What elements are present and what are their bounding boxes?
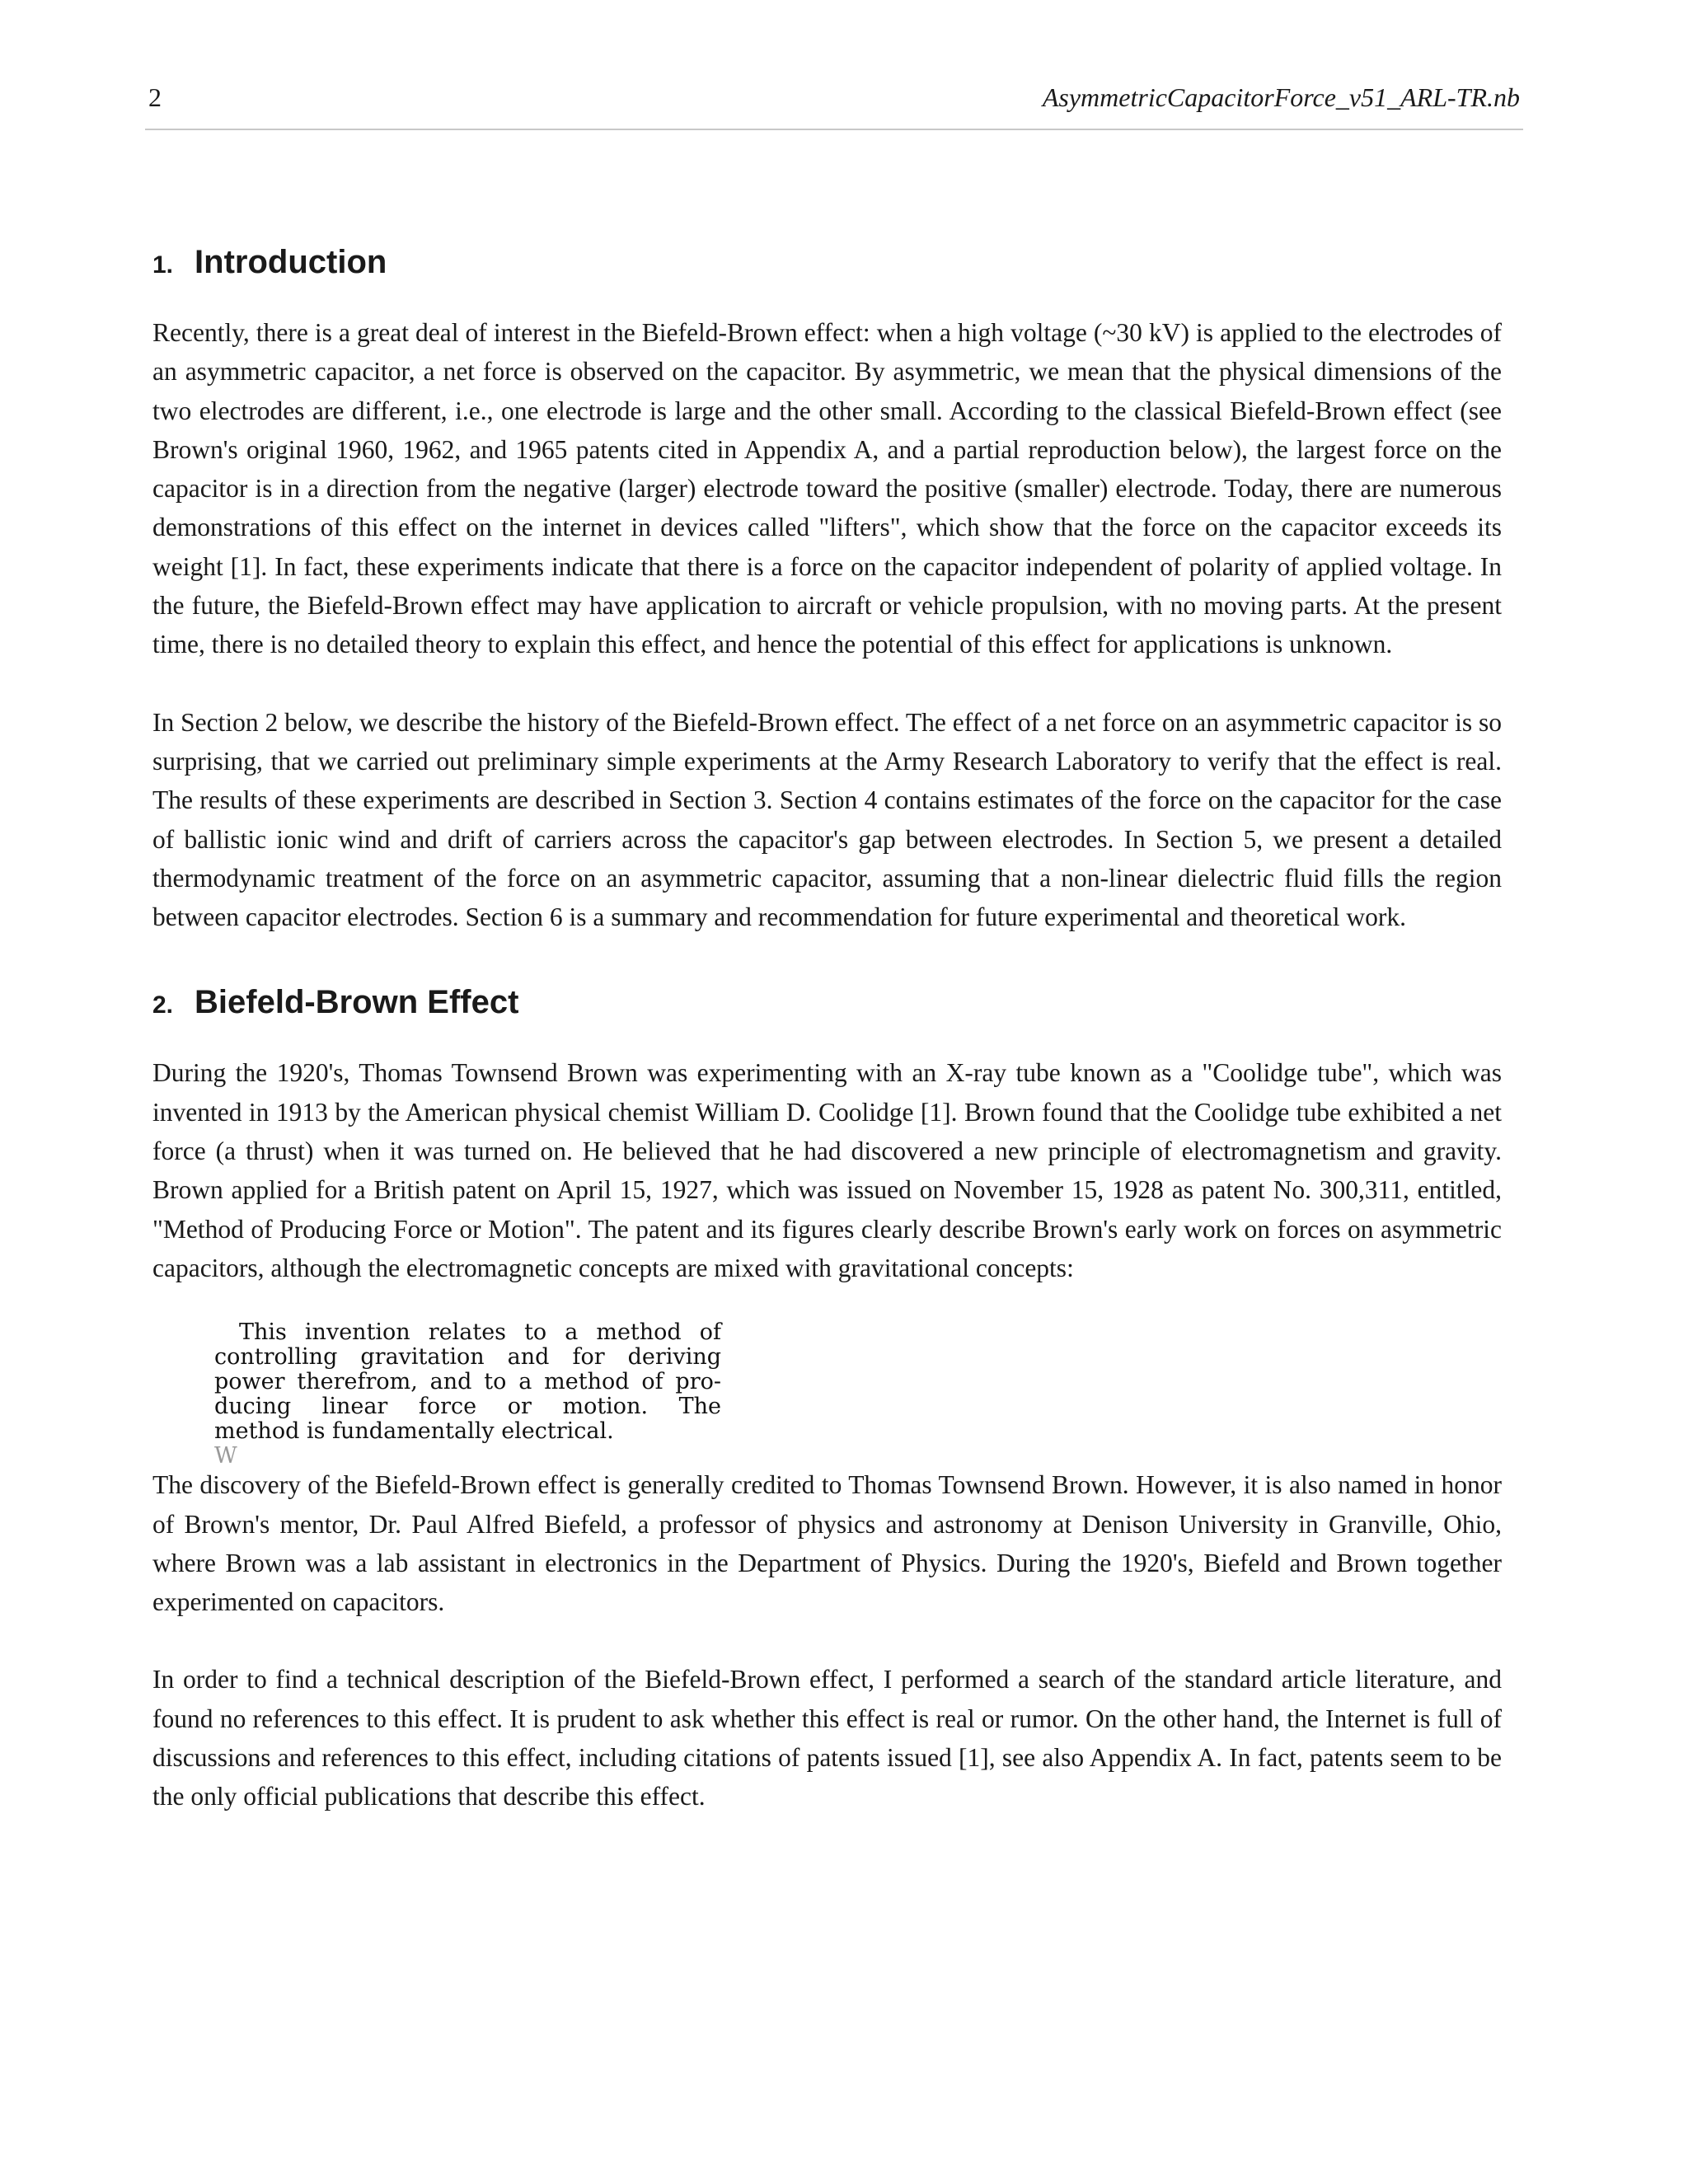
patent-excerpt-line: controlling gravitation and for deriving — [214, 1344, 721, 1371]
section-2-number: 2. — [152, 991, 174, 1019]
section-1-heading — [152, 239, 1502, 288]
patent-excerpt-image — [214, 1319, 721, 1469]
page-number: 2 — [148, 82, 162, 112]
section-1-paragraph-1: Recently, there is a great deal of interest in the Biefeld-Brown effect: when a high voltage (~30 kV) is applied to the electrodes of an asymmetric capacitor, a net force is observed on the capacitor. By asymmetric, we mean that the physical dimensions of the two electrodes are different, i.e., one electrode is large and the other small. According to the classical Biefeld-Brown effect (see Brown's original 1960, 1962, and 1965 patents cited in Appendix A, and a partial reproduction below), the largest force on the capacitor is in a direction from the negative (larger) electrode toward the positive (smaller) electrode. Today, there are numerous demonstrations of this effect on the internet in devices called "lifters", which show that the force on the capacitor exceeds its weight [1]. In fact, these experiments indicate that there is a force on the capacitor independent of polarity of applied voltage. In the future, the Biefeld-Brown effect may have application to aircraft or vehicle propulsion, with no moving parts. At the present time, there is no detailed theory to explain this effect, and hence the potential of this effect for applications is unknown. — [152, 318, 1502, 659]
patent-excerpt-line: power therefrom, and to a method of pro- — [214, 1369, 721, 1395]
section-1-title: Introduction — [195, 244, 387, 280]
running-title: AsymmetricCapacitorForce_v51_ARL-TR.nb — [1042, 82, 1520, 112]
section-2-heading — [152, 979, 1502, 1029]
section-1-number: 1. — [152, 251, 174, 279]
patent-excerpt-line: ducing linear force or motion. The — [214, 1394, 721, 1420]
section-2-paragraph-3: In order to find a technical description of the Biefeld-Brown effect, I performed a search of the standard article literature, and found no references to this effect. It is prudent to ask whether this effect is real or rumor. On the other hand, the Internet is full of discussions and references to this effect, including citations of patents issued [1], see also Appendix A. In fact, patents seem to be the only official publications that describe this effect. — [152, 1665, 1502, 1811]
section-2-title: Biefeld-Brown Effect — [195, 984, 519, 1021]
patent-excerpt-line: This invention relates to a method of — [239, 1319, 721, 1346]
patent-excerpt-cut-line: W — [214, 1443, 237, 1469]
page-header — [145, 79, 1523, 130]
page-content — [152, 239, 1502, 1816]
patent-excerpt-line: method is fundamentally electrical. — [214, 1418, 614, 1445]
section-2-paragraph-1: During the 1920's, Thomas Townsend Brown was experimenting with an X-ray tube known as a "Coolidge tube", which was invented in 1913 by the American physical chemist William D. Coolidge [1]. Brown found that the Coolidge tube exhibited a net force (a thrust) when it was turned on. He believed that he had discovered a new principle of electromagnetism and gravity. Brown applied for a British patent on April 15, 1927, which was issued on November 15, 1928 as patent No. 300,311, entitled, "Method of Producing Force or Motion". The patent and its figures clearly describe Brown's early work on forces on asymmetric capacitors, although the electromagnetic concepts are mixed with gravitational concepts: — [152, 1058, 1502, 1282]
section-1-paragraph-2: In Section 2 below, we describe the history of the Biefeld-Brown effect. The effect of a net force on an asymmetric capacitor is so surprising, that we carried out preliminary simple experiments at the Army Research Laboratory to verify that the effect is real. The results of these experiments are described in Section 3. Section 4 contains estimates of the force on the capacitor for the case of ballistic ionic wind and drift of carriers across the capacitor's gap between electrodes. In Section 5, we present a detailed thermodynamic treatment of the force on an asymmetric capacitor, assuming that a non-linear dielectric fluid fills the region between capacitor electrodes. Section 6 is a summary and recommendation for future experimental and theoretical work. — [152, 707, 1502, 932]
section-2-paragraph-2: The discovery of the Biefeld-Brown effect is generally credited to Thomas Townsend Brown. However, it is also named in honor of Brown's mentor, Dr. Paul Alfred Biefeld, a professor of physics and astronomy at Denison University in Granville, Ohio, where Brown was a lab assistant in electronics in the Department of Physics. During the 1920's, Biefeld and Brown together experimented on capacitors. — [152, 1470, 1502, 1617]
